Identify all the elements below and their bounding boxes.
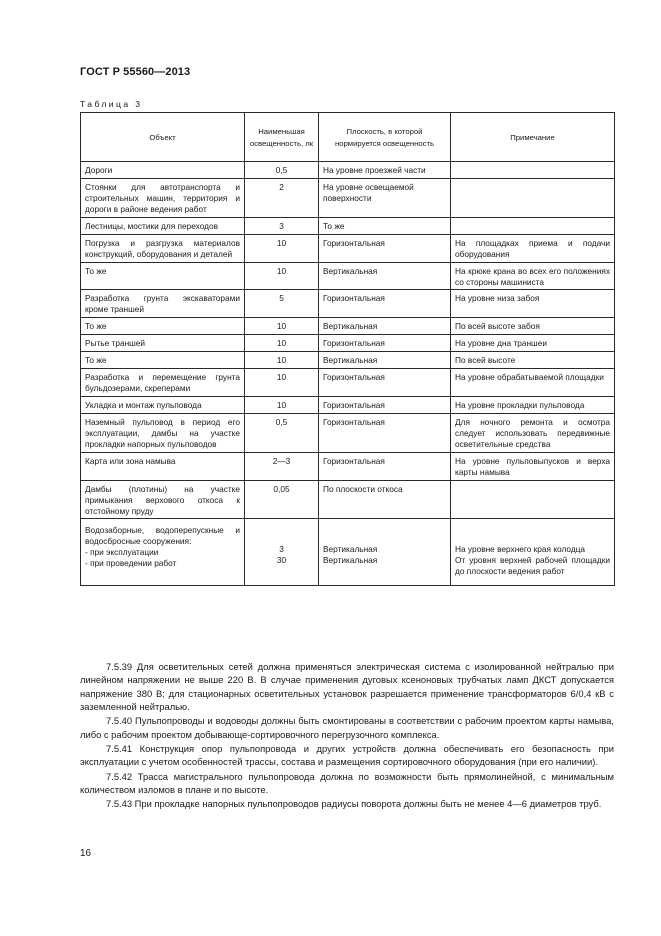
cell-lux: 0,5 [245, 162, 319, 179]
cell-lux: 0,5 [245, 413, 319, 452]
table-row [81, 369, 615, 397]
body-text [80, 660, 614, 812]
table-row [81, 178, 615, 217]
cell-lux: 5 [245, 290, 319, 318]
cell-lux: 3 [245, 217, 319, 234]
table-row [81, 290, 615, 318]
cell-lux [245, 519, 319, 586]
cell-lux: 10 [245, 397, 319, 414]
cell-note: На уровне обрабатываемой площадки [451, 369, 615, 397]
cell-lux: 2—3 [245, 452, 319, 480]
cell-object: Дороги [81, 162, 245, 179]
cell-note: На крюке крана во всех его положениях со стороны машиниста [451, 262, 615, 290]
cell-object: Стоянки для автотранспорта и строительных машин, территория и дороги в районе ведения работ [81, 178, 245, 217]
cell-note: По всей высоте [451, 352, 615, 369]
cell-plane-value: Вертикальная [323, 544, 378, 555]
table-row [81, 335, 615, 352]
cell-note-value: От уровня верхней рабочей площадки до плоскости ведения работ [455, 555, 610, 577]
table-row [81, 480, 615, 519]
cell-object-intro: Водозаборные, водоперепускные и водосбросные сооружения: [85, 525, 240, 547]
table-row [81, 234, 615, 262]
cell-note: На уровне дна траншеи [451, 335, 615, 352]
cell-plane: Вертикальная [319, 262, 451, 290]
cell-plane: На уровне проезжей части [319, 162, 451, 179]
cell-object: Разработка и перемещение грунта бульдозерами, скреперами [81, 369, 245, 397]
table-row [81, 413, 615, 452]
cell-note [451, 480, 615, 519]
column-header-lux: Наименьшая освещенность, лк [245, 113, 319, 162]
table-row [81, 162, 615, 179]
table-row [81, 519, 615, 586]
cell-plane: Горизонтальная [319, 369, 451, 397]
table-row [81, 452, 615, 480]
cell-object: То же [81, 352, 245, 369]
table-row [81, 318, 615, 335]
cell-object: Карта или зона намыва [81, 452, 245, 480]
illumination-table [80, 112, 615, 586]
cell-note-value: На уровне верхнего края колодца [455, 544, 586, 555]
table-row [81, 262, 615, 290]
cell-lux: 10 [245, 234, 319, 262]
cell-plane: Вертикальная [319, 318, 451, 335]
cell-plane: На уровне освещаемой поверхности [319, 178, 451, 217]
table-row [81, 397, 615, 414]
table-row [81, 352, 615, 369]
cell-note [451, 162, 615, 179]
cell-lux: 10 [245, 262, 319, 290]
cell-object: Дамбы (плотины) на участке примыкания верхового откоса к отстойному пруду [81, 480, 245, 519]
cell-object: Разработка грунта экскаваторами кроме траншей [81, 290, 245, 318]
cell-note [451, 217, 615, 234]
cell-note: На уровне пульповыпусков и верха карты намыва [451, 452, 615, 480]
cell-lux: 10 [245, 369, 319, 397]
column-header-note: Примечание [451, 113, 615, 162]
cell-plane: Горизонтальная [319, 452, 451, 480]
cell-lux: 0,05 [245, 480, 319, 519]
cell-object: То же [81, 262, 245, 290]
cell-object: Наземный пульповод в период его эксплуатации, дамбы на участке прокладки напорных пульповодов [81, 413, 245, 452]
cell-object: Погрузка и разгрузка материалов конструкций, оборудования и деталей [81, 234, 245, 262]
page-number: 16 [80, 848, 92, 859]
cell-note: На уровне прокладки пульповода [451, 397, 615, 414]
cell-object [81, 519, 245, 586]
cell-note: На уровне низа забоя [451, 290, 615, 318]
cell-object: Лестницы, мостики для переходов [81, 217, 245, 234]
cell-plane-value: Вертикальная [323, 555, 378, 566]
cell-note: На площадках приема и подачи оборудования [451, 234, 615, 262]
cell-plane: Горизонтальная [319, 234, 451, 262]
paragraph: 7.5.42 Трасса магистрального пульпопровода должна по возможности быть прямолинейной, с минимальным количеством изломов в плане и по высоте. [80, 770, 614, 796]
cell-plane: То же [319, 217, 451, 234]
cell-note [451, 519, 615, 586]
paragraph: 7.5.41 Конструкция опор пульпопровода и других устройств должна обеспечивать его безопасность при эксплуатации с учетом особенностей трассы, состава и размещения сортировочного оборудования (при его наличии). [80, 743, 614, 768]
cell-lux: 10 [245, 335, 319, 352]
table-caption: Таблица 3 [80, 99, 143, 109]
cell-object-subitem: - при эксплуатации [85, 547, 159, 558]
table-row [81, 217, 615, 234]
cell-note: По всей высоте забоя [451, 318, 615, 335]
cell-plane: Горизонтальная [319, 413, 451, 452]
document-header: ГОСТ Р 55560—2013 [80, 66, 191, 78]
paragraph: 7.5.43 При прокладке напорных пульпопроводов радиусы поворота должны быть не менее 4—6 диаметров труб. [106, 798, 602, 810]
table-header-row [81, 113, 615, 162]
column-header-object: Объект [81, 113, 245, 162]
cell-object-subitem: - при проведении работ [85, 558, 177, 569]
cell-lux: 10 [245, 318, 319, 335]
cell-lux: 2 [245, 178, 319, 217]
cell-plane [319, 519, 451, 586]
cell-lux-value: 30 [276, 555, 287, 566]
cell-object: Укладка и монтаж пульповода [81, 397, 245, 414]
cell-lux-value: 3 [279, 544, 284, 555]
cell-plane: Вертикальная [319, 352, 451, 369]
cell-object: То же [81, 318, 245, 335]
cell-plane: Горизонтальная [319, 290, 451, 318]
cell-plane: По плоскости откоса [319, 480, 451, 519]
paragraph: 7.5.40 Пульпопроводы и водоводы должны быть смонтированы в соответствии с рабочим проектом карты намыва, либо с рабочим проектом добывающе-сортировочного перегрузочного комплекса. [80, 715, 614, 740]
cell-object: Рытье траншей [81, 335, 245, 352]
column-header-plane: Плоскость, в которой нормируется освещенность [319, 113, 451, 162]
cell-plane: Горизонтальная [319, 335, 451, 352]
table-body [81, 162, 615, 586]
cell-plane: Горизонтальная [319, 397, 451, 414]
paragraph: 7.5.39 Для осветительных сетей должна применяться электрическая система с изолированной нейтралью при линейном напряжении не выше 220 В. В случае применения дуговых ксеноновых трубчатых ламп ДКСТ допускается напряжение 380 В; для стационарных осветительных установок разрешается применение трансформаторов 6/0,4 кВ с заземленной нейтралью. [80, 661, 614, 713]
cell-note: Для ночного ремонта и осмотра следует использовать передвижные осветительные средства [451, 413, 615, 452]
cell-lux: 10 [245, 352, 319, 369]
cell-note [451, 178, 615, 217]
